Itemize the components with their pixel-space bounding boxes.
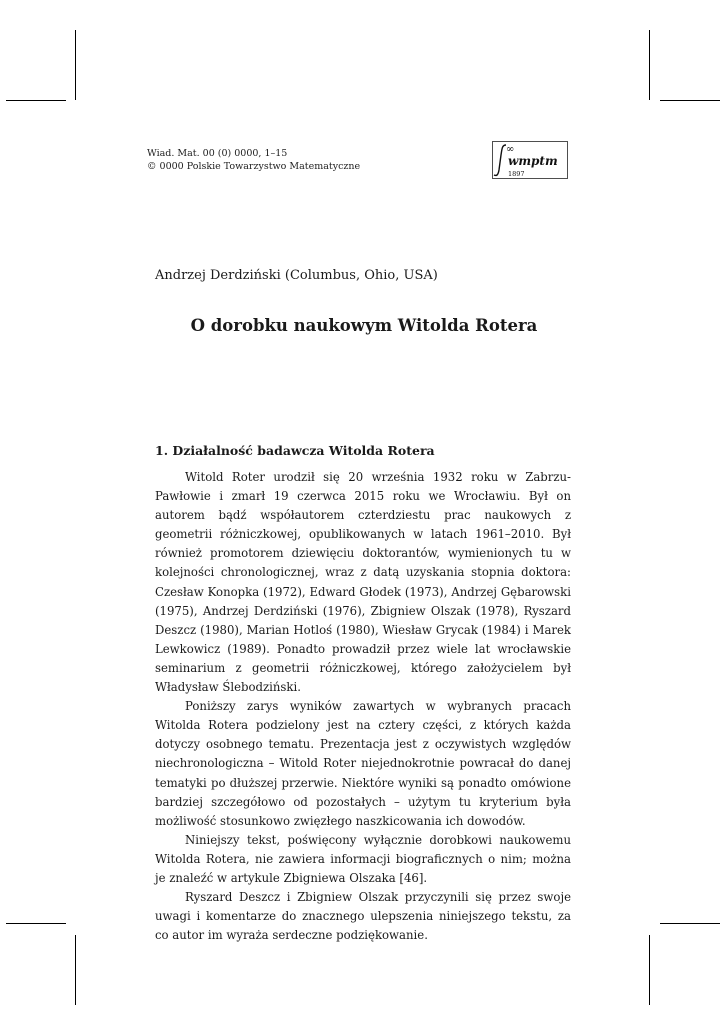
section-heading: 1. Działalność badawcza Witolda Rotera [155,443,435,458]
author-line: Andrzej Derdziński (Columbus, Ohio, USA) [155,268,438,283]
crop-mark-top-right-vertical [649,30,650,100]
crop-mark-top-right-horizontal [660,100,720,101]
paragraph: Witold Roter urodził się 20 września 1932 roku w Zabrzu-Pawłowie i zmarł 19 czerwca 2015 roku we Wrocławiu. Był on autorem bądź współautorem czterdziestu prac naukowych z geometrii różniczkowej, opublikowanych w latach 1961–2010. Był również promotorem dziewięciu doktorantów, wymienionych tu w kolejności chronologicznej, wraz z datą uzyskania stopnia doktora: Czesław Konopka (1972), Edward Głodek (1973), Andrzej Gębarowski (1975), Andrzej Derdziński (1976), Zbigniew Olszak (1978), Ryszard Deszcz (1980), Marian Hotloś (1980), Wiesław Grycak (1984) i Marek Lewkowicz (1989). Ponadto prowadził przez wiele lat wrocławskie seminarium z geometrii różniczkowej, którego założycielem był Władysław Ślebodziński. [155,470,571,695]
paragraph: Niniejszy tekst, poświęcony wyłącznie dorobkowi naukowemu Witolda Rotera, nie zawiera informacji biograficznych o nim; można je znaleźć w artykule Zbigniewa Olszaka [46]. [155,832,571,885]
section-body [155,468,571,945]
crop-mark-bottom-left-horizontal [6,923,66,924]
article-title: O dorobku naukowym Witolda Rotera [190,316,538,335]
paragraph: Poniższy zarys wyników zawartych w wybranych pracach Witolda Rotera podzielony jest na cztery części, z których każda dotyczy osobnego tematu. Prezentacja jest z oczywistych względów niechronologiczna – Witold Roter niejednokrotnie powracał do danej tematyki po dłuższej przerwie. Niektóre wyniki są ponadto omówione bardziej szczegółowo od pozostałych – użytym tu kryterium była możliwość stosunkowo zwięzłego naszkicowania ich dowodów. [155,699,571,828]
crop-mark-top-left-horizontal [6,100,66,101]
crop-mark-top-left-vertical [75,30,76,100]
integral-sign-icon [494,145,506,175]
wmptm-logo [492,141,568,179]
crop-mark-bottom-right-horizontal [660,923,720,924]
copyright-notice: © 0000 Polskie Towarzystwo Matematyczne [147,161,361,172]
logo-year: 1897 [508,170,525,178]
journal-citation: Wiad. Mat. 00 (0) 0000, 1–15 [147,148,288,159]
journal-header [147,147,360,173]
crop-mark-bottom-left-vertical [75,935,76,1005]
paragraph: Ryszard Deszcz i Zbigniew Olszak przyczynili się przez swoje uwagi i komentarze do znacznego ulepszenia niniejszego tekstu, za co autor im wyraża serdeczne podziękowanie. [155,890,571,943]
crop-mark-bottom-right-vertical [649,935,650,1005]
logo-text: wmptm [508,154,558,168]
logo-infinity: ∞ [506,144,515,155]
